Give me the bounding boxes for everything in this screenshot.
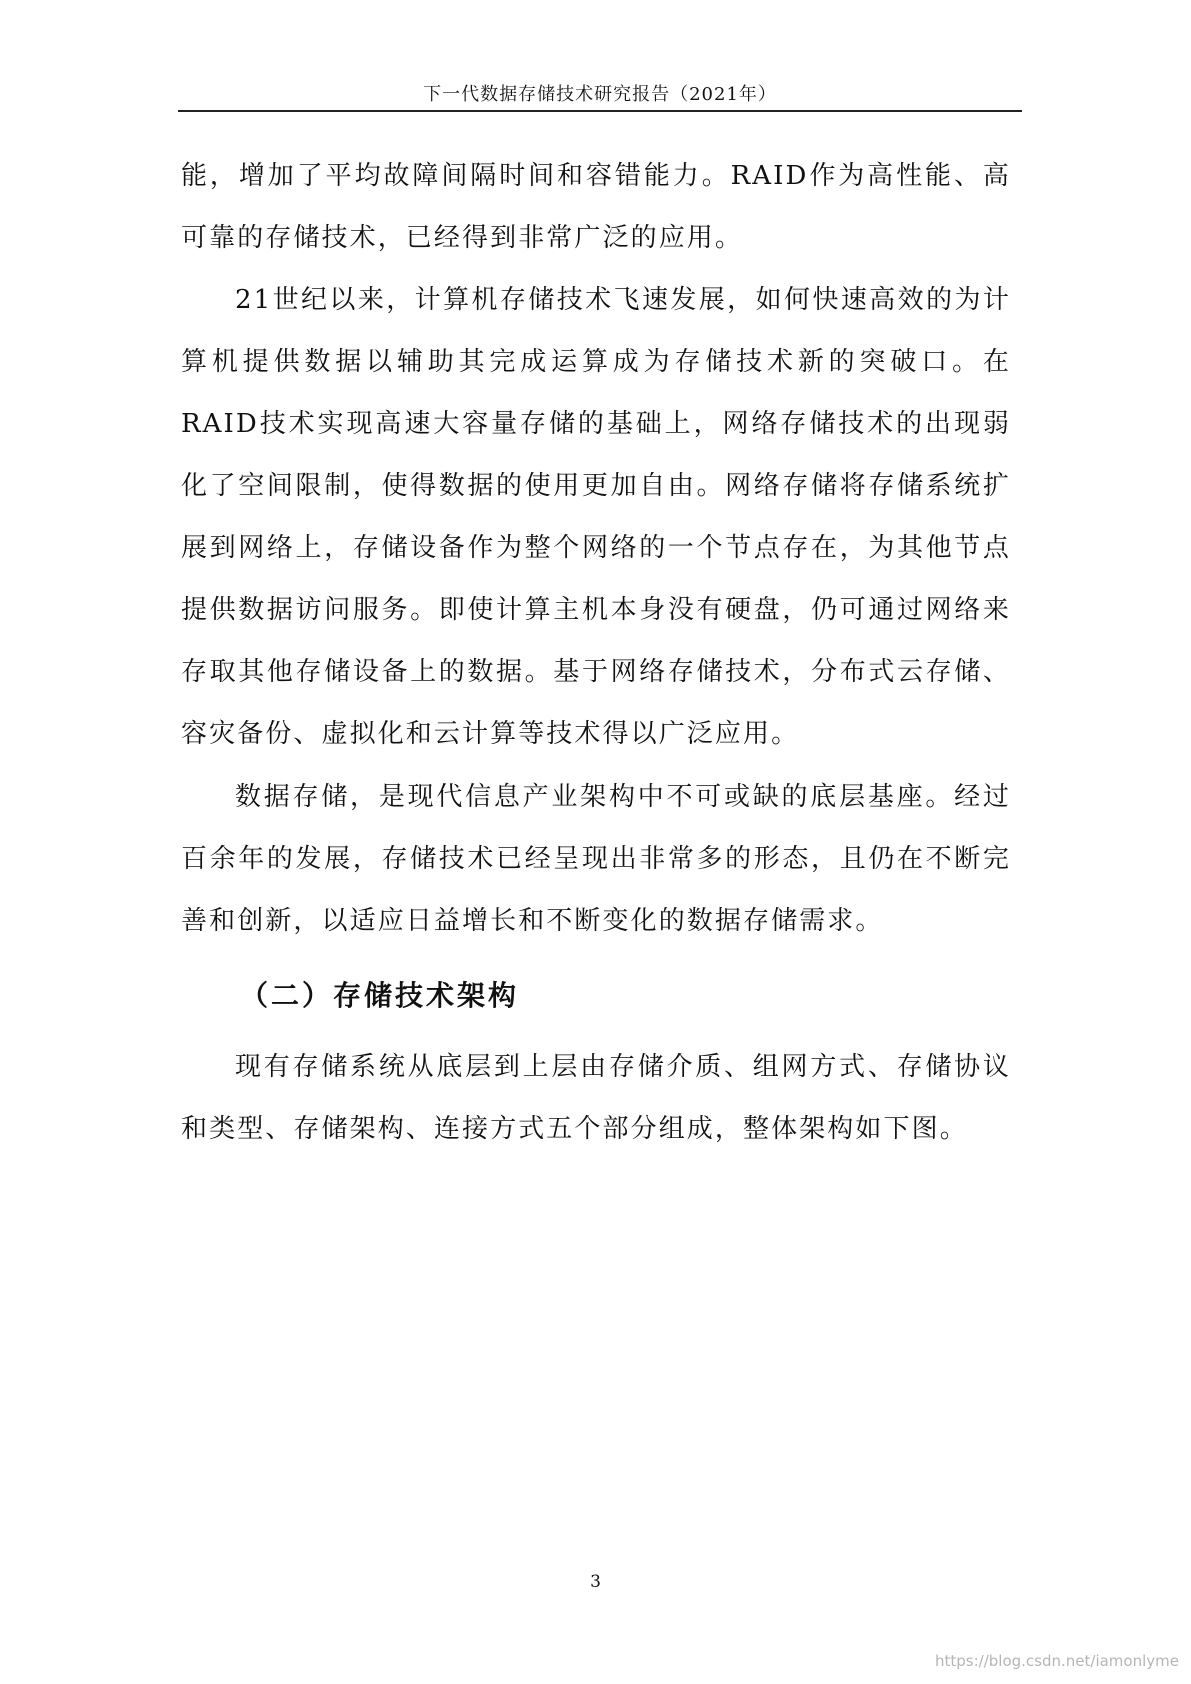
source-watermark: https://blog.csdn.net/iamonlyme (935, 1652, 1179, 1670)
paragraph-raid-continuation: 能，增加了平均故障间隔时间和容错能力。RAID作为高性能、高可靠的存储技术，已经得到非常广泛的应用。 (181, 161, 1011, 253)
paragraph-architecture-intro: 现有存储系统从底层到上层由存储介质、组网方式、存储协议和类型、存储架构、连接方式五个部分组成，整体架构如下图。 (181, 1052, 1011, 1144)
section-heading: （二）存储技术架构 (240, 979, 520, 1012)
page-number: 3 (590, 1572, 601, 1592)
header-divider (178, 110, 1022, 112)
paragraph-network-storage: 21世纪以来，计算机存储技术飞速发展，如何快速高效的为计算机提供数据以辅助其完成运算成为存储技术新的突破口。在RAID技术实现高速大容量存储的基础上，网络存储技术的出现弱化了空间限制，使得数据的使用更加自由。网络存储将存储系统扩展到网络上，存储设备作为整个网络的一个节点存在，为其他节点提供数据访问服务。即使计算主机本身没有硬盘，仍可通过网络来存取其他存储设备上的数据。基于网络存储技术，分布式云存储、容灾备份、虚拟化和云计算等技术得以广泛应用。 (181, 285, 1011, 749)
running-header: 下一代数据存储技术研究报告（2021年） (423, 84, 777, 105)
paragraph-data-storage-foundation: 数据存储，是现代信息产业架构中不可或缺的底层基座。经过百余年的发展，存储技术已经呈现出非常多的形态，且仍在不断完善和创新，以适应日益增长和不断变化的数据存储需求。 (181, 782, 1011, 936)
